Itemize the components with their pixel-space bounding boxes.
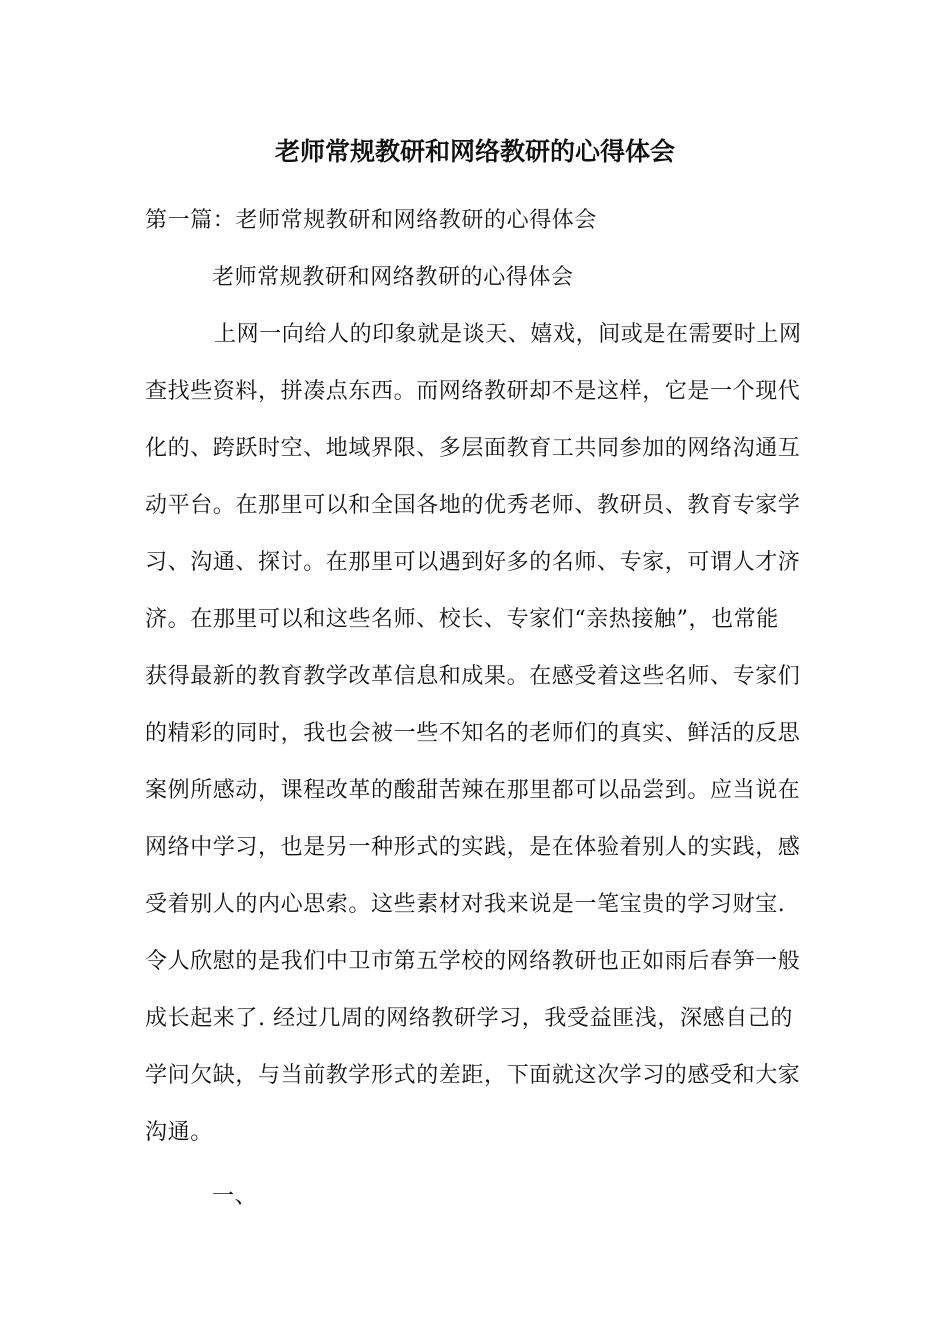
body-line-2: 查找些资料，拼凑点东西。而网络教研却不是这样，它是一个现代 bbox=[145, 379, 801, 404]
body-line-11: 受着别人的内心思索。这些素材对我来说是一笔宝贵的学习财宝. bbox=[145, 892, 786, 917]
body-line-1: 上网一向给人的印象就是谈天、嬉戏，间或是在需要时上网 bbox=[214, 322, 802, 347]
body-line-9: 案例所感动，课程改革的酸甜苦辣在那里都可以品尝到。应当说在 bbox=[145, 778, 801, 803]
body-line-12: 令人欣慰的是我们中卫市第五学校的网络教研也正如雨后春笋一般 bbox=[145, 949, 801, 974]
section-subtitle: 老师常规教研和网络教研的心得体会 bbox=[212, 265, 574, 290]
body-line-8: 的精彩的同时，我也会被一些不知名的老师们的真实、鲜活的反思 bbox=[145, 721, 801, 746]
body-line-3: 化的、跨跃时空、地域界限、多层面教育工共同参加的网络沟通互 bbox=[145, 436, 801, 461]
body-line-13: 成长起来了. 经过几周的网络教研学习，我受益匪浅，深感自己的 bbox=[145, 1006, 793, 1031]
body-line-14: 学问欠缺，与当前教学形式的差距，下面就这次学习的感受和大家 bbox=[145, 1063, 801, 1088]
body-line-10: 网络中学习，也是另一种形式的实践，是在体验着别人的实践，感 bbox=[145, 835, 801, 860]
numbered-heading: 一、 bbox=[212, 1184, 258, 1209]
body-line-6: 济。在那里可以和这些名师、校长、专家们“亲热接触”，也常能 bbox=[145, 607, 779, 632]
body-line-7: 获得最新的教育教学改革信息和成果。在感受着这些名师、专家们 bbox=[145, 664, 801, 689]
body-line-5: 习、沟通、探讨。在那里可以遇到好多的名师、专家，可谓人才济 bbox=[145, 550, 801, 575]
body-line-15: 沟通。 bbox=[145, 1120, 213, 1145]
document-title: 老师常规教研和网络教研的心得体会 bbox=[274, 137, 675, 166]
body-line-4: 动平台。在那里可以和全国各地的优秀老师、教研员、教育专家学 bbox=[145, 493, 801, 518]
section-heading: 第一篇：老师常规教研和网络教研的心得体会 bbox=[145, 208, 598, 233]
